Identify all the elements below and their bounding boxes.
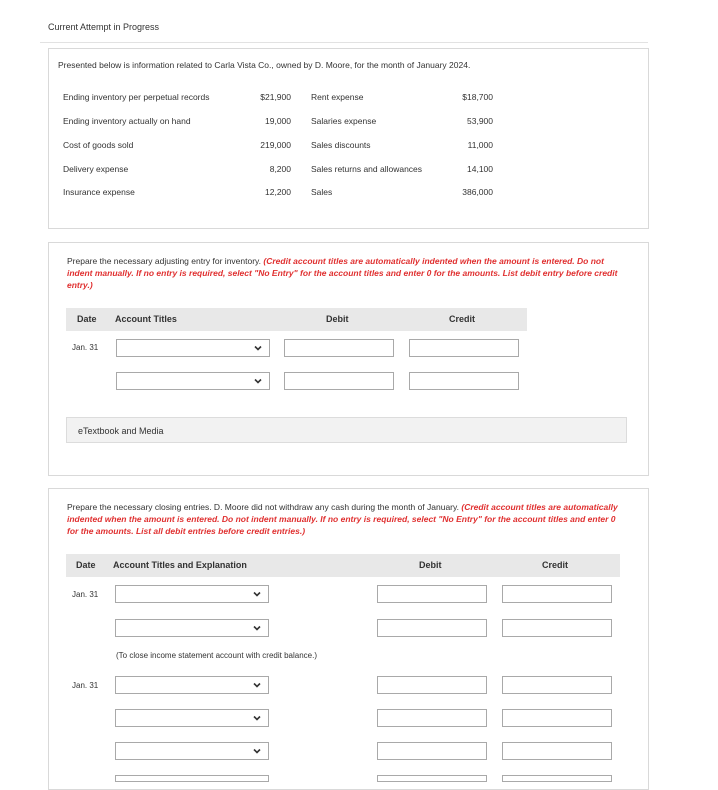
- col-account-titles-explanation: Account Titles and Explanation: [113, 560, 247, 570]
- account-select[interactable]: [116, 372, 270, 390]
- account-select[interactable]: [115, 775, 269, 782]
- item-value: 8,200: [269, 164, 291, 174]
- credit-input[interactable]: [502, 775, 612, 782]
- col-credit: Credit: [542, 560, 569, 570]
- item-label: Cost of goods sold: [63, 140, 134, 150]
- col-date: Date: [76, 560, 96, 570]
- item-value: 11,000: [467, 140, 493, 150]
- item-label: Delivery expense: [63, 164, 129, 174]
- credit-input[interactable]: [502, 742, 612, 760]
- item-value: 219,000: [260, 140, 291, 150]
- item-label: Ending inventory per perpetual records: [63, 92, 210, 102]
- col-debit: Debit: [326, 314, 349, 324]
- chevron-down-icon: [252, 746, 262, 756]
- credit-input[interactable]: [502, 619, 612, 637]
- part1-instructions: [67, 255, 627, 291]
- item-value: 14,100: [467, 164, 493, 174]
- chevron-down-icon: [252, 680, 262, 690]
- debit-input[interactable]: [377, 585, 487, 603]
- item-label: Salaries expense: [311, 116, 377, 126]
- chevron-down-icon: [252, 713, 262, 723]
- part1-note: (Credit account titles are automatically indented when the amount is entered. Do not indent manually. If no entry is required, select "No Entry" for the account titles and enter 0 for the amounts. List debit entry before credit entry.): [67, 256, 618, 290]
- entry-date: Jan. 31: [72, 590, 99, 599]
- item-value: 19,000: [265, 116, 291, 126]
- item-label: Insurance expense: [63, 187, 135, 197]
- debit-input[interactable]: [377, 676, 487, 694]
- account-select[interactable]: [116, 339, 270, 357]
- part2-note: (Credit account titles are automatically indented when the amount is entered. Do not indent manually. If no entry is required, select "No Entry" for the account titles and enter 0 for the amounts. List all debit entries before credit entries.): [67, 502, 618, 536]
- credit-input[interactable]: [502, 676, 612, 694]
- attempt-status: Current Attempt in Progress: [48, 22, 160, 32]
- col-debit: Debit: [419, 560, 442, 570]
- chevron-down-icon: [252, 589, 262, 599]
- credit-input[interactable]: [409, 372, 519, 390]
- item-label: Sales: [311, 187, 333, 197]
- account-select[interactable]: [115, 709, 269, 727]
- debit-input[interactable]: [377, 775, 487, 782]
- debit-input[interactable]: [377, 619, 487, 637]
- account-select[interactable]: [115, 585, 269, 603]
- entry-explanation: (To close income statement account with credit balance.): [116, 651, 317, 660]
- entry-date: Jan. 31: [72, 681, 99, 690]
- debit-input[interactable]: [377, 709, 487, 727]
- problem-card: [48, 48, 649, 229]
- item-label: Sales discounts: [311, 140, 371, 150]
- part1-prompt: Prepare the necessary adjusting entry for inventory.: [67, 256, 264, 266]
- item-value: $21,900: [260, 92, 291, 102]
- etextbook-label: eTextbook and Media: [78, 426, 164, 436]
- credit-input[interactable]: [502, 585, 612, 603]
- item-label: Sales returns and allowances: [311, 164, 423, 174]
- part2-instructions: [67, 501, 627, 537]
- account-select[interactable]: [115, 619, 269, 637]
- chevron-down-icon: [253, 343, 263, 353]
- etextbook-media-link[interactable]: [66, 417, 627, 443]
- col-account-titles: Account Titles: [115, 314, 177, 324]
- debit-input[interactable]: [284, 372, 394, 390]
- account-select[interactable]: [115, 742, 269, 760]
- entry-date: Jan. 31: [72, 343, 99, 352]
- debit-input[interactable]: [284, 339, 394, 357]
- item-value: 386,000: [462, 187, 493, 197]
- item-value: $18,700: [462, 92, 493, 102]
- col-credit: Credit: [449, 314, 476, 324]
- credit-input[interactable]: [502, 709, 612, 727]
- credit-input[interactable]: [409, 339, 519, 357]
- item-value: 53,900: [467, 116, 493, 126]
- problem-intro: Presented below is information related to Carla Vista Co., owned by D. Moore, for the month of January 2024.: [58, 60, 471, 70]
- item-label: Ending inventory actually on hand: [63, 116, 191, 126]
- chevron-down-icon: [252, 623, 262, 633]
- item-value: 12,200: [265, 187, 291, 197]
- chevron-down-icon: [253, 376, 263, 386]
- col-date: Date: [77, 314, 97, 324]
- account-select[interactable]: [115, 676, 269, 694]
- part2-prompt: Prepare the necessary closing entries. D. Moore did not withdraw any cash during the month of January.: [67, 502, 462, 512]
- item-label: Rent expense: [311, 92, 364, 102]
- debit-input[interactable]: [377, 742, 487, 760]
